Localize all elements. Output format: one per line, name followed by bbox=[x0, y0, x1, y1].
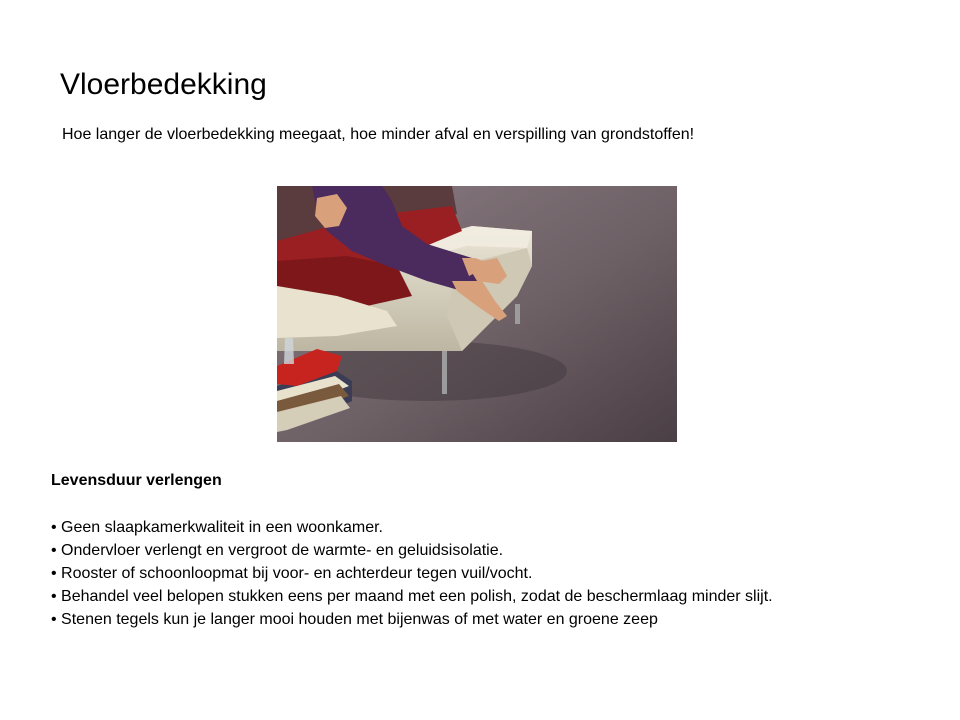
bullet-item: • Rooster of schoonloopmat bij voor- en achterdeur tegen vuil/vocht. bbox=[51, 562, 773, 585]
bullet-list bbox=[51, 516, 773, 631]
section-heading: Levensduur verlengen bbox=[51, 472, 222, 489]
carpet-photo-illustration bbox=[277, 186, 677, 442]
ottoman-leg bbox=[442, 346, 447, 394]
bullet-item: • Behandel veel belopen stukken eens per maand met een polish, zodat de beschermlaag minder slijt. bbox=[51, 585, 773, 608]
bullet-item: • Stenen tegels kun je langer mooi houden met bijenwas of met water en groene zeep bbox=[51, 608, 773, 631]
bullet-item: • Ondervloer verlengt en vergroot de warmte- en geluidsisolatie. bbox=[51, 539, 773, 562]
slide-subtitle: Hoe langer de vloerbedekking meegaat, hoe minder afval en verspilling van grondstoffen! bbox=[62, 126, 695, 143]
glass bbox=[284, 338, 294, 364]
ottoman-leg bbox=[515, 304, 520, 324]
bullet-item: • Geen slaapkamerkwaliteit in een woonkamer. bbox=[51, 516, 773, 539]
carpet-photo bbox=[277, 186, 677, 442]
slide-title: Vloerbedekking bbox=[60, 68, 267, 101]
